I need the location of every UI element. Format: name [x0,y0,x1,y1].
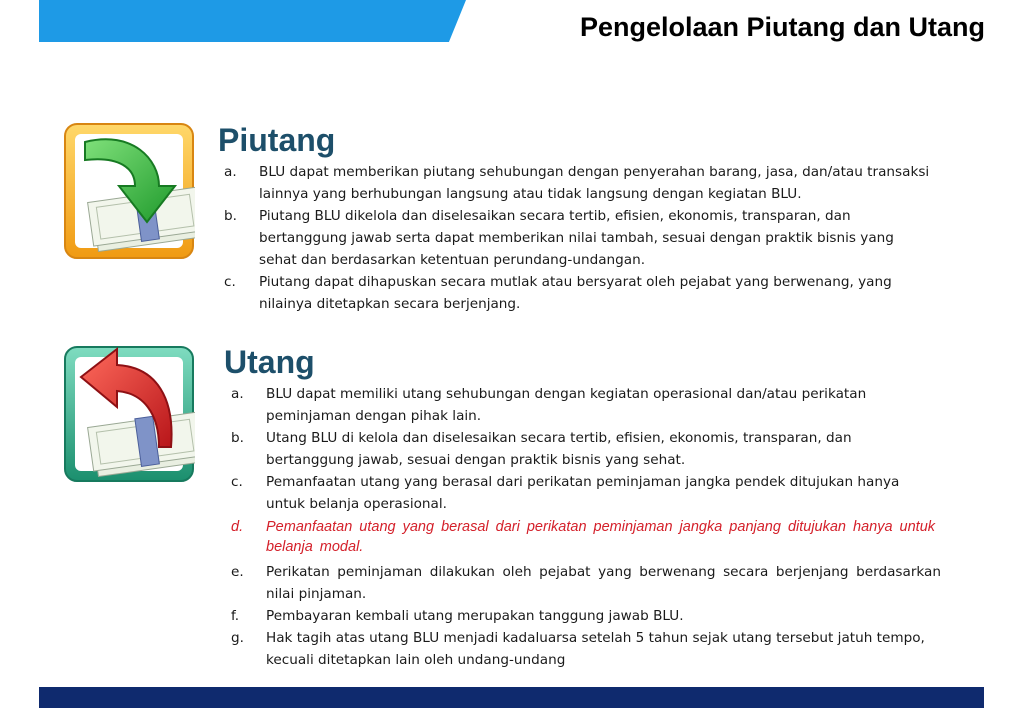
list-item: b. Piutang BLU dikelola dan diselesaikan secara tertib, efisien, ekonomis, transparan, dan bertanggung jawab serta dapat memberikan nilai tambah, sesuai dengan praktik bisnis yang sehat dan berdasarkan ketentuan perundang-undangan. [224,208,894,268]
list-item-highlighted: d. Pemanfaatan utang yang berasal dari perikatan peminjaman jangka panjang ditujukan hanya untuk belanja modal. [231,519,936,555]
list-item: b. Utang BLU di kelola dan diselesaikan secara tertib, efisien, ekonomis, transparan, dan bertanggung jawab, sesuai dengan praktik bisnis yang sehat. [231,430,852,468]
piutang-list [224,161,934,315]
footer-bar [39,687,984,708]
money-send-arrow-icon [63,343,195,488]
utang-heading: Utang [224,344,315,380]
list-item: e. Perikatan peminjaman dilakukan oleh pejabat yang berwenang secara berjenjang berdasarkan nilai pinjaman. [231,564,941,602]
page-title: Pengelolaan Piutang dan Utang [579,12,985,42]
list-item: c. Piutang dapat dihapuskan secara mutlak atau bersyarat oleh pejabat yang berwenang, yang nilainya ditetapkan secara berjenjang. [224,274,892,312]
list-item: f. Pembayaran kembali utang merupakan tanggung jawab BLU. [231,608,684,624]
piutang-heading: Piutang [218,122,336,158]
money-receive-arrow-icon [63,120,195,265]
list-item: c. Pemanfaatan utang yang berasal dari perikatan peminjaman jangka pendek ditujukan hanya untuk belanja operasional. [231,474,900,512]
utang-list [231,383,941,671]
header-accent-bar [39,0,466,42]
list-item: a. BLU dapat memiliki utang sehubungan dengan kegiatan operasional dan/atau perikatan peminjaman dengan pihak lain. [231,386,867,424]
list-item: a. BLU dapat memberikan piutang sehubungan dengan penyerahan barang, jasa, dan/atau transaksi lainnya yang berhubungan langsung atau tidak langsung dengan kegiatan BLU. [224,164,930,202]
list-item: g. Hak tagih atas utang BLU menjadi kadaluarsa setelah 5 tahun sejak utang tersebut jatuh tempo, kecuali ditetapkan lain oleh undang-undang [231,630,925,668]
